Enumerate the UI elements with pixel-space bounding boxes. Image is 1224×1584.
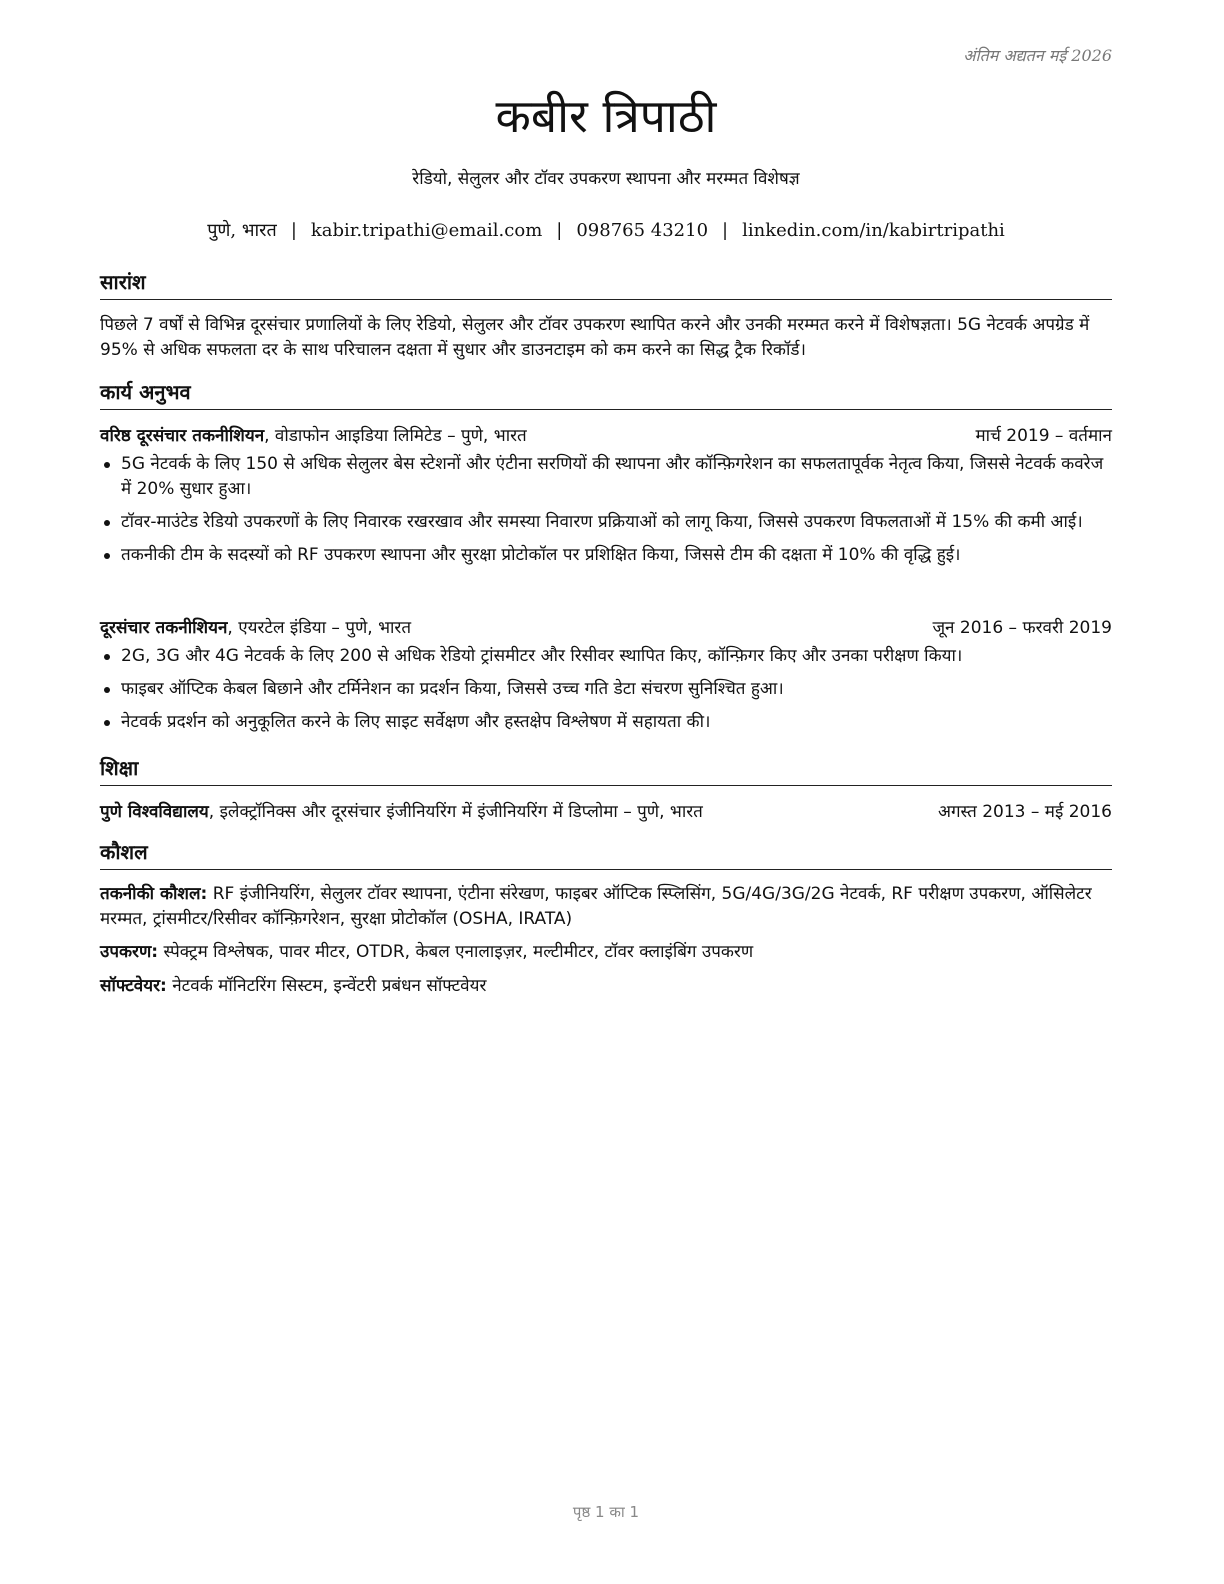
job-company: , वोडाफोन आइडिया लिमिटेड – पुणे, भारत bbox=[264, 426, 527, 446]
skill-value: स्पेक्ट्रम विश्लेषक, पावर मीटर, OTDR, केबल एनालाइज़र, मल्टीमीटर, टॉवर क्लाइंबिंग उपकरण bbox=[158, 942, 754, 962]
last-updated: अंतिम अद्यतन मई 2026 bbox=[963, 46, 1112, 65]
skill-label: सॉफ्टवेयर: bbox=[100, 976, 167, 996]
bullet-icon bbox=[104, 462, 110, 468]
skill-label: उपकरण: bbox=[100, 942, 159, 962]
list-item bbox=[100, 452, 1112, 502]
job-dates: मार्च 2019 – वर्तमान bbox=[975, 426, 1112, 446]
contact-line bbox=[100, 218, 1112, 242]
skills-heading: कौशल bbox=[100, 838, 1112, 870]
education-institution: पुणे विश्वविद्यालय bbox=[100, 802, 209, 822]
bullet-icon bbox=[104, 720, 110, 726]
job-dates: जून 2016 – फरवरी 2019 bbox=[932, 618, 1112, 638]
bullet-icon bbox=[104, 553, 110, 559]
job-header bbox=[100, 615, 1112, 639]
bullet-text: 2G, 3G और 4G नेटवर्क के लिए 200 से अधिक रेडियो ट्रांसमीटर और रिसीवर स्थापित किए, कॉन्फ़िगर किए और उनका परीक्षण किया। bbox=[121, 646, 963, 666]
bullet-text: तकनीकी टीम के सदस्यों को RF उपकरण स्थापना और सुरक्षा प्रोटोकॉल पर प्रशिक्षित किया, जिससे टीम की दक्षता में 10% की वृद्धि हुई। bbox=[121, 545, 961, 565]
contact-separator: | bbox=[290, 220, 297, 241]
page-number: पृष्ठ 1 का 1 bbox=[572, 1503, 640, 1521]
contact-linkedin[interactable]: linkedin.com/in/kabirtripathi bbox=[742, 220, 1005, 241]
education-entry bbox=[100, 799, 1112, 823]
bullet-icon bbox=[104, 654, 110, 660]
skill-line-software bbox=[100, 974, 1112, 999]
summary-heading: सारांश bbox=[100, 268, 1112, 300]
contact-phone: 098765 43210 bbox=[576, 220, 709, 241]
list-item bbox=[100, 710, 1112, 735]
bullet-text: नेटवर्क प्रदर्शन को अनुकूलित करने के लिए साइट सर्वेक्षण और हस्तक्षेप विश्लेषण में सहायता की। bbox=[121, 712, 711, 732]
list-item bbox=[100, 510, 1112, 535]
contact-separator: | bbox=[556, 220, 563, 241]
skill-value: RF इंजीनियरिंग, सेलुलर टॉवर स्थापना, एंटीना संरेखण, फाइबर ऑप्टिक स्प्लिसिंग, 5G/4G/3G/2G नेटवर्क, RF परीक्षण उपकरण, ऑसिलेटर मरम्मत, ट्रांसमीटर/रिसीवर कॉन्फ़िगरेशन, सुरक्षा प्रोटोकॉल (OSHA, IRATA) bbox=[100, 884, 1092, 929]
job-header bbox=[100, 423, 1112, 447]
education-line bbox=[100, 799, 703, 822]
skill-line-equipment bbox=[100, 940, 1112, 965]
summary-text: पिछले 7 वर्षों से विभिन्न दूरसंचार प्रणालियों के लिए रेडियो, सेलुलर और टॉवर उपकरण स्थापित करने और उनकी मरम्मत करने में विशेषज्ञता। 5G नेटवर्क अपग्रेड में 95% से अधिक सफलता दर के साथ परिचालन दक्षता में सुधार और डाउनटाइम को कम करने का सिद्ध ट्रैक रिकॉर्ड। bbox=[100, 315, 1090, 360]
skill-value: नेटवर्क मॉनिटरिंग सिस्टम, इन्वेंटरी प्रबंधन सॉफ्टवेयर bbox=[166, 976, 487, 996]
list-item bbox=[100, 644, 1112, 669]
job-bullets bbox=[100, 452, 1112, 576]
job-company: , एयरटेल इंडिया – पुणे, भारत bbox=[227, 618, 412, 638]
candidate-tagline: रेडियो, सेलुलर और टॉवर उपकरण स्थापना और मरम्मत विशेषज्ञ bbox=[412, 169, 800, 189]
skill-line-technical bbox=[100, 882, 1112, 932]
resume-page bbox=[100, 0, 1112, 1584]
experience-heading: कार्य अनुभव bbox=[100, 378, 1112, 410]
job-role: वरिष्ठ दूरसंचार तकनीशियन bbox=[100, 426, 265, 446]
bullet-text: 5G नेटवर्क के लिए 150 से अधिक सेलुलर बेस स्टेशनों और एंटीना सरणियों की स्थापना और कॉन्फ़िगरेशन का सफलतापूर्वक नेतृत्व किया, जिससे नेटवर्क कवरेज में 20% सुधार हुआ। bbox=[121, 454, 1104, 499]
job-title-line bbox=[100, 423, 527, 446]
bullet-text: टॉवर-माउंटेड रेडियो उपकरणों के लिए निवारक रखरखाव और समस्या निवारण प्रक्रियाओं को लागू किया, जिससे उपकरण विफलताओं में 15% की कमी आई। bbox=[121, 512, 1083, 532]
job-bullets bbox=[100, 644, 1112, 743]
bullet-icon bbox=[104, 520, 110, 526]
contact-separator: | bbox=[722, 220, 729, 241]
contact-location: पुणे, भारत bbox=[207, 220, 277, 241]
bullet-text: फाइबर ऑप्टिक केबल बिछाने और टर्मिनेशन का प्रदर्शन किया, जिससे उच्च गति डेटा संचरण सुनिश्चित हुआ। bbox=[121, 679, 784, 699]
bullet-icon bbox=[104, 687, 110, 693]
job-title-line bbox=[100, 615, 411, 638]
list-item bbox=[100, 677, 1112, 702]
education-detail: , इलेक्ट्रॉनिक्स और दूरसंचार इंजीनियरिंग में इंजीनियरिंग में डिप्लोमा – पुणे, भारत bbox=[208, 802, 703, 822]
list-item bbox=[100, 543, 1112, 568]
skill-label: तकनीकी कौशल: bbox=[100, 884, 208, 904]
job-role: दूरसंचार तकनीशियन bbox=[100, 618, 228, 638]
contact-email[interactable]: kabir.tripathi@email.com bbox=[310, 220, 543, 241]
education-heading: शिक्षा bbox=[100, 754, 1112, 786]
candidate-name: कबीर त्रिपाठी bbox=[495, 89, 717, 143]
education-dates: अगस्त 2013 – मई 2016 bbox=[937, 802, 1112, 822]
